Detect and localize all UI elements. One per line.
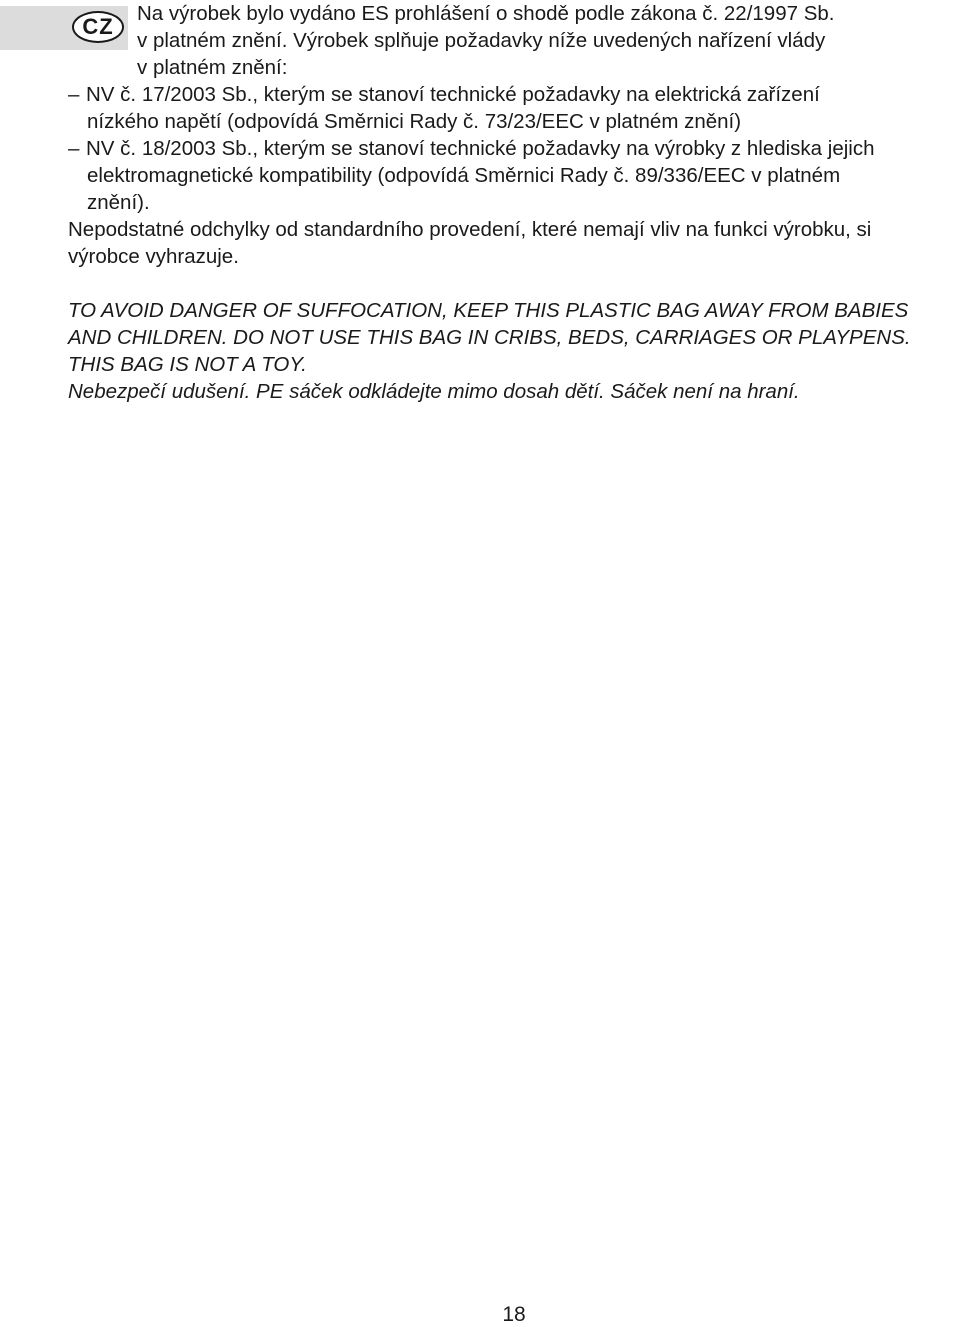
regulation-item-1 — [68, 81, 820, 108]
suffocation-warning-czech: Nebezpečí udušení. PE sáček odkládejte mimo dosah dětí. Sáček není na hraní. — [68, 380, 800, 403]
regulation-item-2-line-3: znění). — [87, 191, 150, 214]
regulation-item-1-line-2: nízkého napětí (odpovídá Směrnici Rady č. 73/23/EEC v platném znění) — [87, 110, 742, 133]
list-dash: – — [68, 83, 80, 106]
suffocation-warning-line-2: AND CHILDREN. DO NOT USE THIS BAG IN CRIBS, BEDS, CARRIAGES OR PLAYPENS. — [68, 326, 911, 349]
regulation-item-2-line-1: NV č. 18/2003 Sb., kterým se stanoví technické požadavky na výrobky z hlediska jejich — [86, 137, 875, 160]
declaration-intro-line-3: v platném znění: — [137, 56, 288, 79]
declaration-intro-line-2: v platném znění. Výrobek splňuje požadavky níže uvedených nařízení vlády — [137, 29, 826, 52]
deviation-note-line-2: výrobce vyhrazuje. — [68, 245, 239, 268]
declaration-intro-line-1: Na výrobek bylo vydáno ES prohlášení o shodě podle zákona č. 22/1997 Sb. — [137, 2, 835, 25]
regulation-item-1-line-1: NV č. 17/2003 Sb., kterým se stanoví technické požadavky na elektrická zařízení — [86, 83, 820, 106]
regulation-item-2 — [68, 135, 875, 162]
page-number: 18 — [502, 1303, 526, 1326]
list-dash: – — [68, 137, 80, 160]
regulation-item-2-line-2: elektromagnetické kompatibility (odpovídá Směrnici Rady č. 89/336/EEC v platném — [87, 164, 841, 187]
suffocation-warning-line-3: THIS BAG IS NOT A TOY. — [68, 353, 307, 376]
language-badge: CZ — [72, 11, 124, 43]
deviation-note-line-1: Nepodstatné odchylky od standardního provedení, které nemají vliv na funkci výrobku, si — [68, 218, 872, 241]
suffocation-warning-line-1: TO AVOID DANGER OF SUFFOCATION, KEEP THIS PLASTIC BAG AWAY FROM BABIES — [68, 299, 909, 322]
